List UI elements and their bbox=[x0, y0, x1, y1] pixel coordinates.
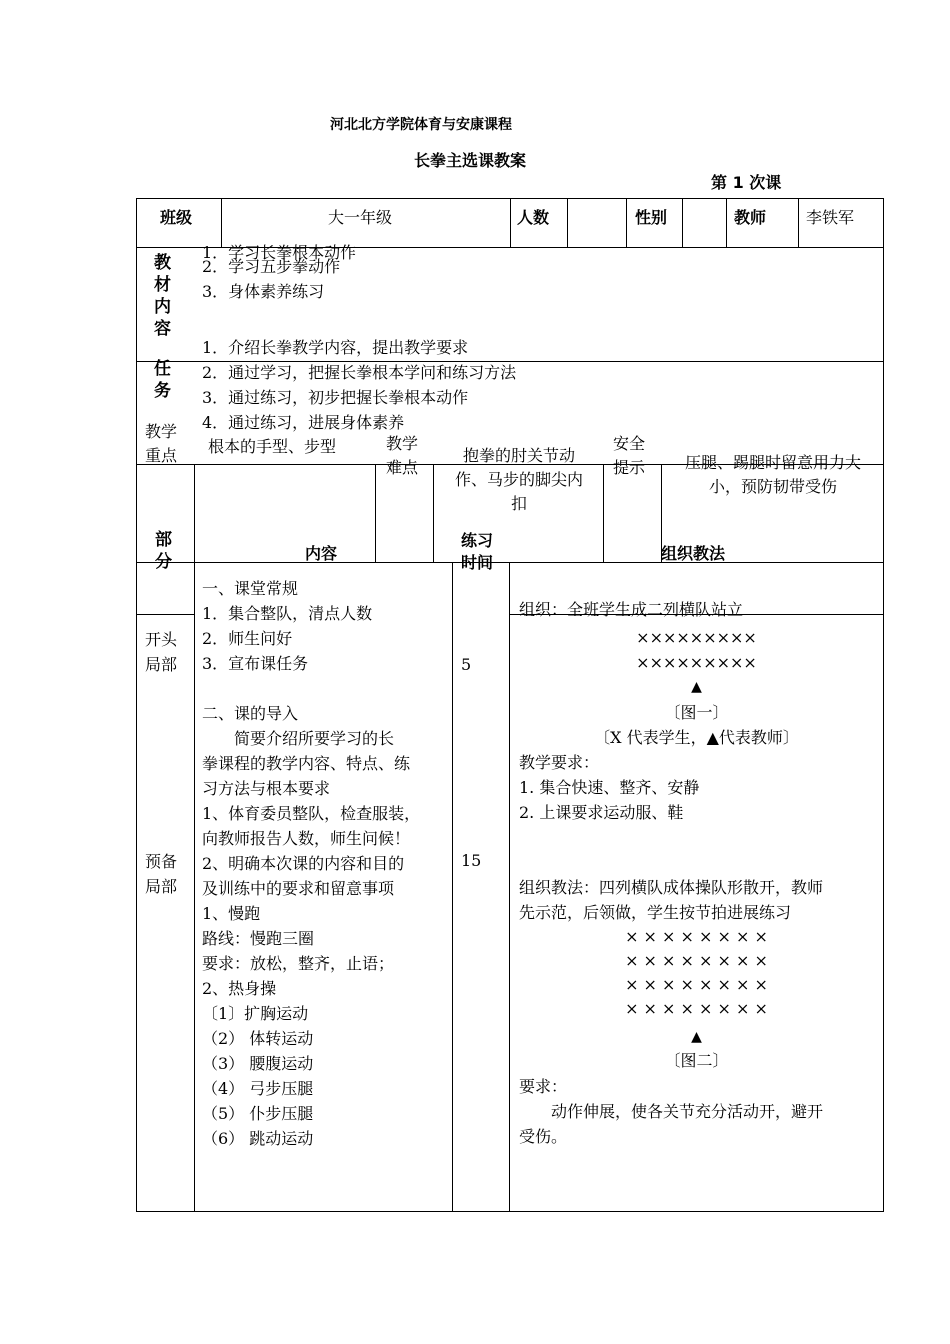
content-line: 要求：放松，整齐，止语； bbox=[202, 954, 395, 973]
content-line: 一、课堂常规 bbox=[202, 579, 299, 598]
content-line: 1、体育委员整队，检查服装， bbox=[202, 804, 421, 823]
key-points-label: 教学 重点 bbox=[145, 422, 178, 465]
gender-value bbox=[690, 205, 695, 224]
figure-1-caption: 〔图一〕 bbox=[664, 703, 729, 722]
content-line: （3） 腰腹运动 bbox=[202, 1054, 314, 1073]
time-header: 练习 时间 bbox=[461, 531, 494, 572]
material-item: 1．学习长拳根本动作 bbox=[202, 243, 357, 262]
content-line: 及训练中的要求和留意事项 bbox=[202, 879, 395, 898]
material-label: 教 材 内 容 bbox=[154, 253, 171, 339]
material-item: 2．学习五步拳动作 bbox=[202, 257, 341, 276]
content-line: 2、明确本次课的内容和目的 bbox=[202, 854, 405, 873]
task-item: 2．通过学习，把握长拳根本学问和练习方法 bbox=[202, 363, 517, 382]
formation-2: × × × × × × × × × × × × × × × × × × × × × × × × × × × × × × × × ▲ 〔图二〕 bbox=[510, 925, 883, 1073]
content-line: （4） 弓步压腿 bbox=[202, 1079, 314, 1098]
task-item: 3．通过练习，初步把握长拳根本动作 bbox=[202, 388, 469, 407]
content-line: 1．集合整队，清点人数 bbox=[202, 604, 373, 623]
count-value bbox=[575, 205, 580, 224]
safety-label: 安全 提示 bbox=[613, 434, 646, 477]
requirement-item: 2. 上课要求运动服、鞋 bbox=[519, 803, 684, 822]
content-line bbox=[202, 676, 420, 701]
task-item: 1．介绍长拳教学内容，提出教学要求 bbox=[202, 338, 469, 357]
time-prep: 15 bbox=[461, 851, 482, 870]
lesson-number: 第 1 次课 bbox=[711, 173, 782, 192]
safety-value: 压腿、踢腿时留意用力大 小，预防韧带受伤 bbox=[684, 453, 861, 496]
requirements-1: 教学要求： 1. 集合快速、整齐、安静 2. 上课要求运动服、鞋 bbox=[519, 750, 699, 825]
key-points-value: 根本的手型、步型 bbox=[208, 437, 337, 456]
teacher-label: 教师 bbox=[734, 208, 767, 227]
difficulty-value: 抱拳的肘关节动 作、马步的脚尖内 扣 bbox=[454, 446, 583, 513]
legend-text: 〔X 代表学生，▲代表教师〕 bbox=[594, 728, 799, 747]
content-line: （5） 仆步压腿 bbox=[202, 1104, 314, 1123]
method-org-2: 组织教法：四列横队成体操队形散开，教师 先示范，后领做，学生按节拍进展练习 bbox=[519, 878, 824, 922]
page-title: 长拳主选课教案 bbox=[414, 151, 527, 170]
teacher-triangle: ▲ bbox=[691, 1029, 702, 1045]
content-header: 内容 bbox=[305, 544, 338, 563]
part-header: 部 分 bbox=[155, 530, 172, 572]
requirement-item: 1. 集合快速、整齐、安静 bbox=[519, 778, 700, 797]
class-value: 大一年级 bbox=[328, 208, 393, 227]
task-item: 4．通过练习，进展身体素养 bbox=[202, 413, 405, 432]
material-list-cont bbox=[202, 254, 340, 304]
content-line: 2．师生问好 bbox=[202, 629, 293, 648]
method-org-1: 组织：全班学生成二列横队站立 bbox=[519, 600, 744, 619]
method-header: 组织教法 bbox=[661, 544, 726, 563]
content-line: 3．宣布课任务 bbox=[202, 654, 309, 673]
formation-1: ××××××××× ××××××××× ▲ 〔图一〕 〔X 代表学生，▲代表教师〕 bbox=[510, 625, 883, 750]
content-line: 二、课的导入 bbox=[202, 704, 299, 723]
difficulty-label: 教学 难点 bbox=[386, 434, 419, 477]
class-label: 班级 bbox=[160, 208, 193, 227]
content-line: 〔1〕扩胸运动 bbox=[202, 1004, 309, 1023]
content-list bbox=[202, 576, 420, 1151]
teacher-value: 李铁军 bbox=[806, 208, 855, 227]
content-line: 1、慢跑 bbox=[202, 904, 261, 923]
content-line: 拳课程的教学内容、特点、练 bbox=[202, 754, 411, 773]
school-name: 河北北方学院体育与安康课程 bbox=[330, 117, 512, 133]
content-line: （6） 跳动运动 bbox=[202, 1129, 314, 1148]
requirements-2: 要求： 动作伸展，使各关节充分活动开，避开 受伤。 bbox=[519, 1077, 824, 1146]
time-start: 5 bbox=[461, 655, 472, 674]
tasks-list bbox=[202, 335, 516, 435]
content-line: 简要介绍所要学习的长 bbox=[202, 729, 395, 748]
tasks-label: 任 务 bbox=[154, 359, 171, 401]
content-line: 向教师报告人数，师生问候！ bbox=[202, 829, 411, 848]
content-line: （2） 体转运动 bbox=[202, 1029, 314, 1048]
material-item: 3．身体素养练习 bbox=[202, 282, 325, 301]
count-label: 人数 bbox=[517, 208, 550, 227]
gender-label: 性别 bbox=[635, 208, 668, 227]
content-line: 习方法与根本要求 bbox=[202, 779, 331, 798]
content-line: 2、热身操 bbox=[202, 979, 277, 998]
part-start: 开头 局部 bbox=[145, 630, 178, 674]
teacher-triangle: ▲ bbox=[691, 679, 702, 695]
content-line: 路线：慢跑三圈 bbox=[202, 929, 315, 948]
part-prep: 预备 局部 bbox=[145, 852, 178, 896]
figure-2-caption: 〔图二〕 bbox=[664, 1051, 729, 1070]
